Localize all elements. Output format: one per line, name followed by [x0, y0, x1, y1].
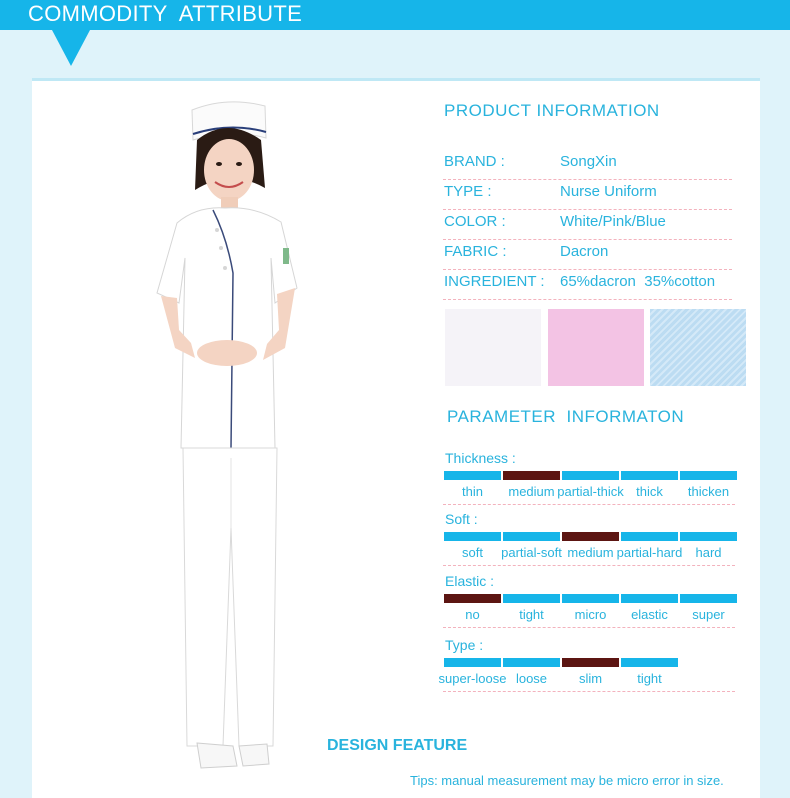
parameter-option: partial-soft — [501, 545, 562, 560]
parameter-bar — [621, 532, 678, 541]
parameter-divider — [443, 565, 735, 566]
parameter-option: hard — [695, 545, 722, 560]
parameter-option: loose — [515, 671, 548, 686]
parameter-bar — [621, 594, 678, 603]
parameter-bar — [680, 471, 737, 480]
parameter-divider — [443, 627, 735, 628]
parameter-bar — [680, 594, 737, 603]
parameter-info-title: PARAMETER INFORMATON — [447, 407, 685, 426]
info-value: SongXin — [560, 153, 617, 170]
parameter-option: super — [692, 607, 725, 622]
parameter-bar — [621, 658, 678, 667]
parameter-option: soft — [462, 545, 483, 560]
parameter-bar-selected — [444, 594, 501, 603]
parameter-option: thicken — [687, 484, 730, 499]
parameter-bar — [562, 471, 619, 480]
info-value: White/Pink/Blue — [560, 213, 666, 230]
header-bar — [0, 0, 790, 30]
info-label: COLOR : — [444, 213, 506, 230]
parameter-option: no — [465, 607, 480, 622]
info-label: INGREDIENT : — [444, 273, 545, 290]
tips-text: Tips: manual measurement may be micro error in size. — [410, 773, 724, 788]
info-row-ingredient — [443, 269, 732, 300]
parameter-option: thin — [462, 484, 483, 499]
parameter-option: medium — [567, 545, 614, 560]
info-value: Dacron — [560, 243, 609, 260]
parameter-option: thick — [636, 484, 663, 499]
nurse-model-image — [135, 98, 335, 778]
info-row-fabric — [443, 239, 732, 270]
info-value: Nurse Uniform — [560, 183, 657, 200]
parameter-bar-selected — [562, 658, 619, 667]
parameter-divider — [443, 504, 735, 505]
parameter-bar-selected — [503, 471, 560, 480]
parameter-label: Type : — [445, 637, 484, 653]
parameter-bar — [562, 594, 619, 603]
parameter-option: elastic — [631, 607, 668, 622]
parameter-bar — [503, 532, 560, 541]
info-row-type — [443, 179, 732, 210]
parameter-bar — [444, 532, 501, 541]
parameter-bar-selected — [562, 532, 619, 541]
parameter-option: micro — [574, 607, 607, 622]
info-label: BRAND : — [444, 153, 505, 170]
product-info-title: PRODUCT INFORMATION — [444, 101, 660, 120]
parameter-bar — [680, 532, 737, 541]
parameter-divider — [443, 691, 735, 692]
info-value: 65%dacron 35%cotton — [560, 273, 716, 290]
parameter-label: Thickness : — [445, 450, 516, 466]
parameter-bar — [444, 471, 501, 480]
info-label: TYPE : — [444, 183, 492, 200]
parameter-option: super-loose — [438, 671, 507, 686]
info-label: FABRIC : — [444, 243, 507, 260]
info-row-color — [443, 209, 732, 240]
white-fabric-swatch — [445, 309, 541, 386]
design-feature-title: DESIGN FEATURE — [327, 737, 468, 754]
parameter-option: tight — [637, 671, 662, 686]
parameter-bar — [444, 658, 501, 667]
parameter-option: tight — [519, 607, 544, 622]
parameter-label: Soft : — [445, 511, 478, 527]
parameter-bar — [503, 594, 560, 603]
parameter-option: partial-hard — [616, 545, 683, 560]
info-row-brand — [443, 149, 732, 180]
header-title: COMMODITY ATTRIBUTE — [28, 1, 303, 26]
header-pointer — [52, 30, 90, 66]
pink-fabric-swatch — [548, 309, 644, 386]
parameter-bar — [621, 471, 678, 480]
parameter-label: Elastic : — [445, 573, 495, 589]
parameter-option: partial-thick — [557, 484, 624, 499]
parameter-option: medium — [508, 484, 555, 499]
blue-fabric-swatch — [650, 309, 746, 386]
parameter-option: slim — [578, 671, 603, 686]
parameter-bar — [503, 658, 560, 667]
